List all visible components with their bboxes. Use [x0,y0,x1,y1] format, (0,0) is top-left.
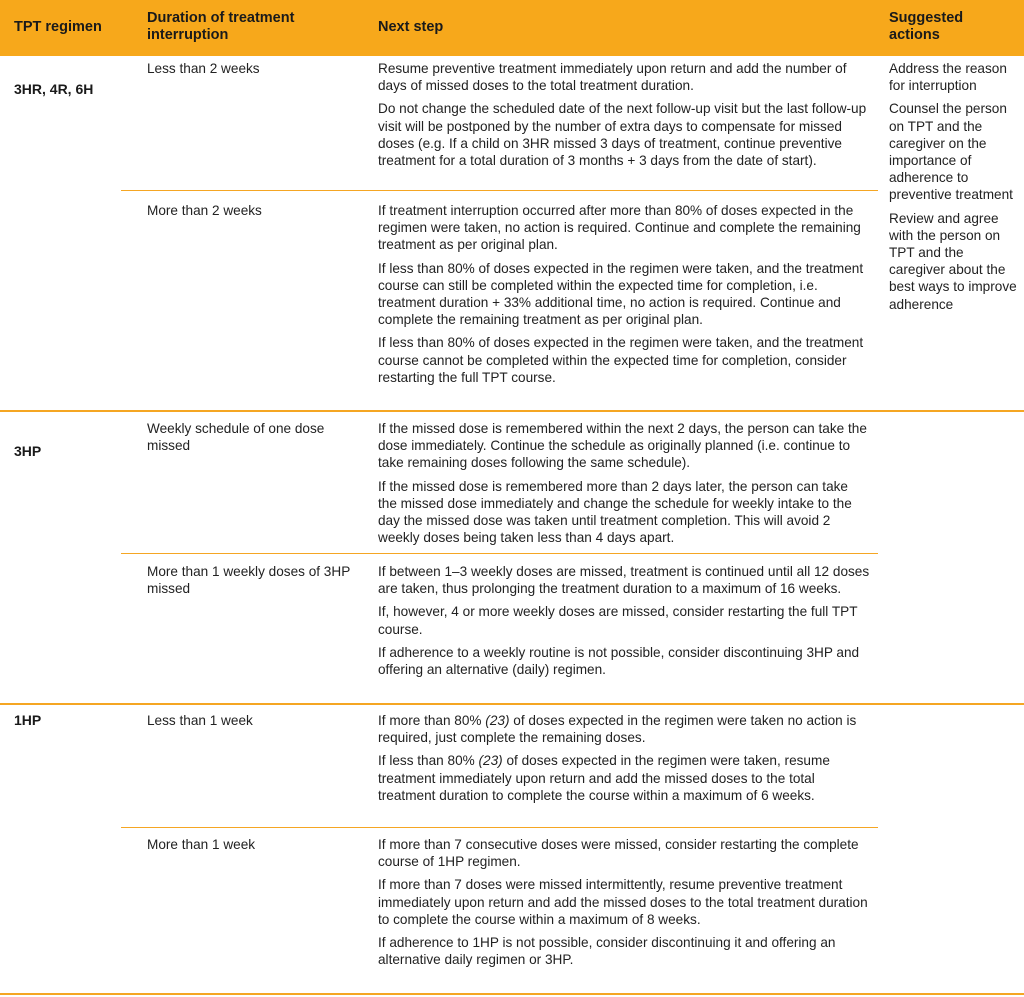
row-divider [121,190,878,191]
next-step-cell [378,712,870,804]
citation-ref: (23) [478,753,503,769]
next-step-text: If the missed dose is remembered within the next 2 days, the person can take the dose immediately. Continue the schedule as originally planned (i.e. continue to take remaining doses following the same schedule). [378,421,867,471]
table-bottom-border [0,993,1024,995]
duration-cell: More than 1 weekly doses of 3HP missed [147,564,351,597]
suggested-action-text: Review and agree with the person on TPT and the caregiver about the best ways to improve adherence [889,210,1017,312]
next-step-text: If more than 7 consecutive doses were missed, consider restarting the complete course of 1HP regimen. [378,837,859,870]
next-step-text: If less than 80% of doses expected in the regimen were taken, and the treatment course cannot be completed within the expected time for completion, consider restarting the full TPT course. [378,335,864,385]
table-header [0,0,1024,56]
next-step-text [378,752,870,804]
next-step-cell [378,563,870,678]
regimen-1hp: 1HP [14,712,42,728]
regimen-3hr-4r-6h: 3HR, 4R, 6H [14,81,94,97]
step-post: of doses expected in the regimen were taken no action is required, just complete the remaining doses. [378,713,857,746]
suggested-actions-cell [889,60,1017,319]
header-tpt-regimen: TPT regimen [14,19,102,35]
group-divider [0,703,1024,705]
header-suggested-actions: Suggested actions [889,10,964,43]
step-pre: If less than 80% [378,753,479,769]
citation-ref: (23) [485,713,510,728]
next-step-text: If less than 80% of doses expected in the regimen were taken, and the treatment course can still be completed within the expected time for completion, i.e. treatment duration + 33% additional time, no action is required. Continue and complete the remaining treatment as per original plan. [378,260,864,328]
regimen-3hp: 3HP [14,443,42,459]
duration-cell: Less than 2 weeks [147,61,260,76]
next-step-cell [378,202,870,386]
row-divider [121,827,878,828]
suggested-action-text: Counsel the person on TPT and the caregiver on the importance of adherence to preventive treatment [889,101,1013,203]
suggested-action-text: Address the reason for interruption [889,61,1007,94]
header-duration: Duration of treatment interruption [147,10,295,43]
step-post: of doses expected in the regimen were taken, resume treatment immediately upon return and add the missed doses to the total treatment duration to complete the course within a maximum of 6 weeks. [378,753,830,803]
duration-cell: More than 2 weeks [147,203,262,218]
duration-cell: Less than 1 week [147,713,253,728]
next-step-cell [378,836,870,968]
next-step-cell [378,420,870,546]
next-step-text: If, however, 4 or more weekly doses are missed, consider restarting the full TPT course. [378,604,858,637]
next-step-text: Do not change the scheduled date of the next follow-up visit but the last follow-up visit will be postponed by the number of extra days to compensate for missed doses (e.g. If a child on 3HR missed 3 days of treatment, continue preventive treatment for a total duration of 3 months + 3 days from the date of start). [378,101,867,169]
next-step-text: Resume preventive treatment immediately upon return and add the number of days of missed doses to the total treatment duration. [378,61,847,94]
duration-cell: Weekly schedule of one dose missed [147,421,325,454]
next-step-text: If adherence to 1HP is not possible, consider discontinuing it and offering an alternative daily regimen or 3HP. [378,935,836,968]
next-step-text: If adherence to a weekly routine is not possible, consider discontinuing 3HP and offering an alternative (daily) regimen. [378,644,860,678]
header-next-step: Next step [378,19,444,35]
group-divider [0,410,1024,412]
next-step-text [378,712,870,746]
step-pre: If more than 80% [378,713,486,728]
next-step-text: If between 1–3 weekly doses are missed, treatment is continued until all 12 doses are taken, thus prolonging the treatment duration to a maximum of 16 weeks. [378,564,870,597]
next-step-text: If treatment interruption occurred after more than 80% of doses expected in the regimen were taken, no action is required. Continue and complete the remaining treatment as per original plan. [378,203,861,253]
next-step-text: If the missed dose is remembered more than 2 days later, the person can take the missed dose immediately and change the schedule for weekly intake to the day the missed dose was taken until treatment completion. This will avoid 2 weekly doses being taken less than 4 days apart. [378,478,852,546]
next-step-cell [378,60,870,169]
row-divider [121,553,878,554]
duration-cell: More than 1 week [147,837,256,852]
next-step-text: If more than 7 doses were missed intermittently, resume preventive treatment immediately upon return and add the missed doses to the total treatment duration to complete the course within a maximum of 8 weeks. [378,877,868,927]
